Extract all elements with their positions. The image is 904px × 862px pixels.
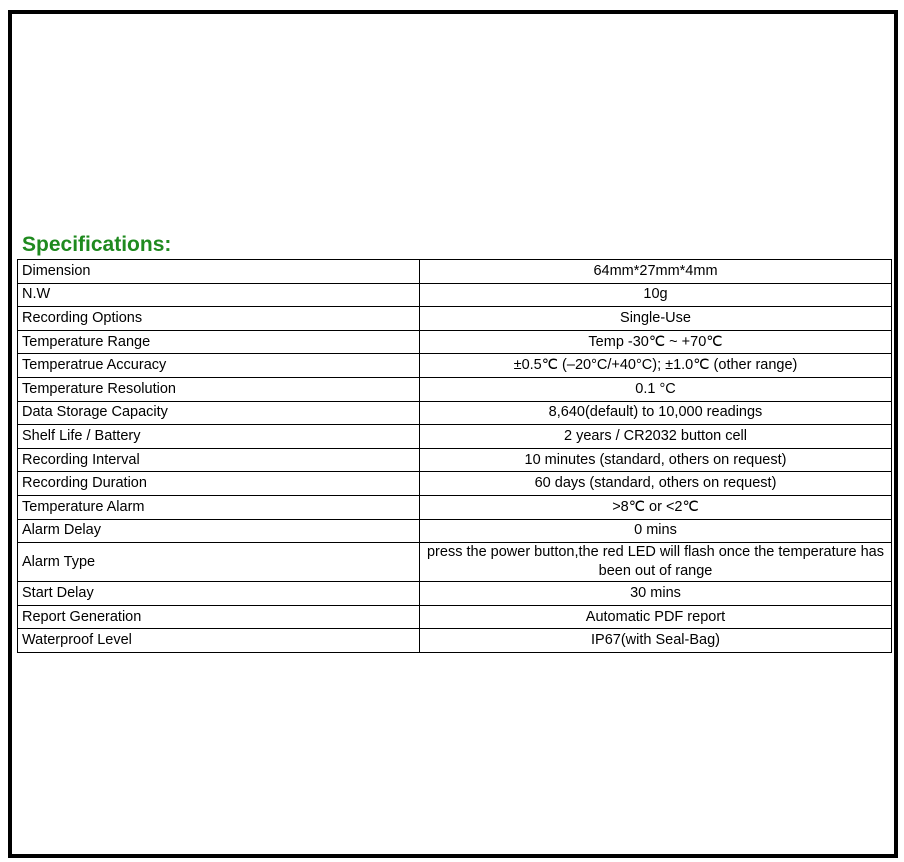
spec-row-recording-interval [18, 448, 892, 472]
spec-label: Recording Interval [18, 448, 420, 472]
spec-label: Recording Duration [18, 472, 420, 496]
spec-row-temperature-resolution [18, 377, 892, 401]
spec-row-temperature-range [18, 330, 892, 354]
spec-value: 0 mins [420, 519, 892, 543]
spec-label: Temperature Resolution [18, 377, 420, 401]
spec-row-waterproof-level [18, 629, 892, 653]
spec-label: Waterproof Level [18, 629, 420, 653]
spec-row-recording-options [18, 307, 892, 331]
spec-value: 60 days (standard, others on request) [420, 472, 892, 496]
spec-value: 10 minutes (standard, others on request) [420, 448, 892, 472]
spec-label: Recording Options [18, 307, 420, 331]
spec-value: 2 years / CR2032 button cell [420, 425, 892, 449]
spec-value: 10g [420, 283, 892, 307]
spec-label: Data Storage Capacity [18, 401, 420, 425]
spec-row-shelf-life-battery [18, 425, 892, 449]
spec-row-start-delay [18, 582, 892, 606]
spec-value: Automatic PDF report [420, 605, 892, 629]
spec-row-alarm-delay [18, 519, 892, 543]
spec-label: Temperature Alarm [18, 495, 420, 519]
spec-value: 8,640(default) to 10,000 readings [420, 401, 892, 425]
spec-label: Report Generation [18, 605, 420, 629]
spec-value: 30 mins [420, 582, 892, 606]
spec-label: Alarm Delay [18, 519, 420, 543]
spec-row-data-storage-capacity [18, 401, 892, 425]
spec-value: Temp -30℃ ~ +70℃ [420, 330, 892, 354]
spec-row-recording-duration [18, 472, 892, 496]
specifications-heading: Specifications: [22, 233, 172, 256]
spec-row-report-generation [18, 605, 892, 629]
spec-value: Single-Use [420, 307, 892, 331]
spec-row-net-weight [18, 283, 892, 307]
spec-value: 0.1 °C [420, 377, 892, 401]
spec-label: Temperatrue Accuracy [18, 354, 420, 378]
spec-row-dimension [18, 260, 892, 284]
spec-label: Alarm Type [18, 543, 420, 582]
specifications-table [17, 259, 892, 653]
spec-value: IP67(with Seal-Bag) [420, 629, 892, 653]
spec-label: Dimension [18, 260, 420, 284]
spec-label: Start Delay [18, 582, 420, 606]
spec-label: N.W [18, 283, 420, 307]
spec-row-temperature-accuracy [18, 354, 892, 378]
spec-label: Temperature Range [18, 330, 420, 354]
spec-value: 64mm*27mm*4mm [420, 260, 892, 284]
spec-row-temperature-alarm [18, 495, 892, 519]
spec-value: ±0.5℃ (–20°C/+40°C); ±1.0℃ (other range) [420, 354, 892, 378]
spec-value: >8℃ or <2℃ [420, 495, 892, 519]
spec-label: Shelf Life / Battery [18, 425, 420, 449]
spec-value: press the power button,the red LED will flash once the temperature has been out of range [420, 543, 892, 582]
spec-row-alarm-type [18, 543, 892, 582]
